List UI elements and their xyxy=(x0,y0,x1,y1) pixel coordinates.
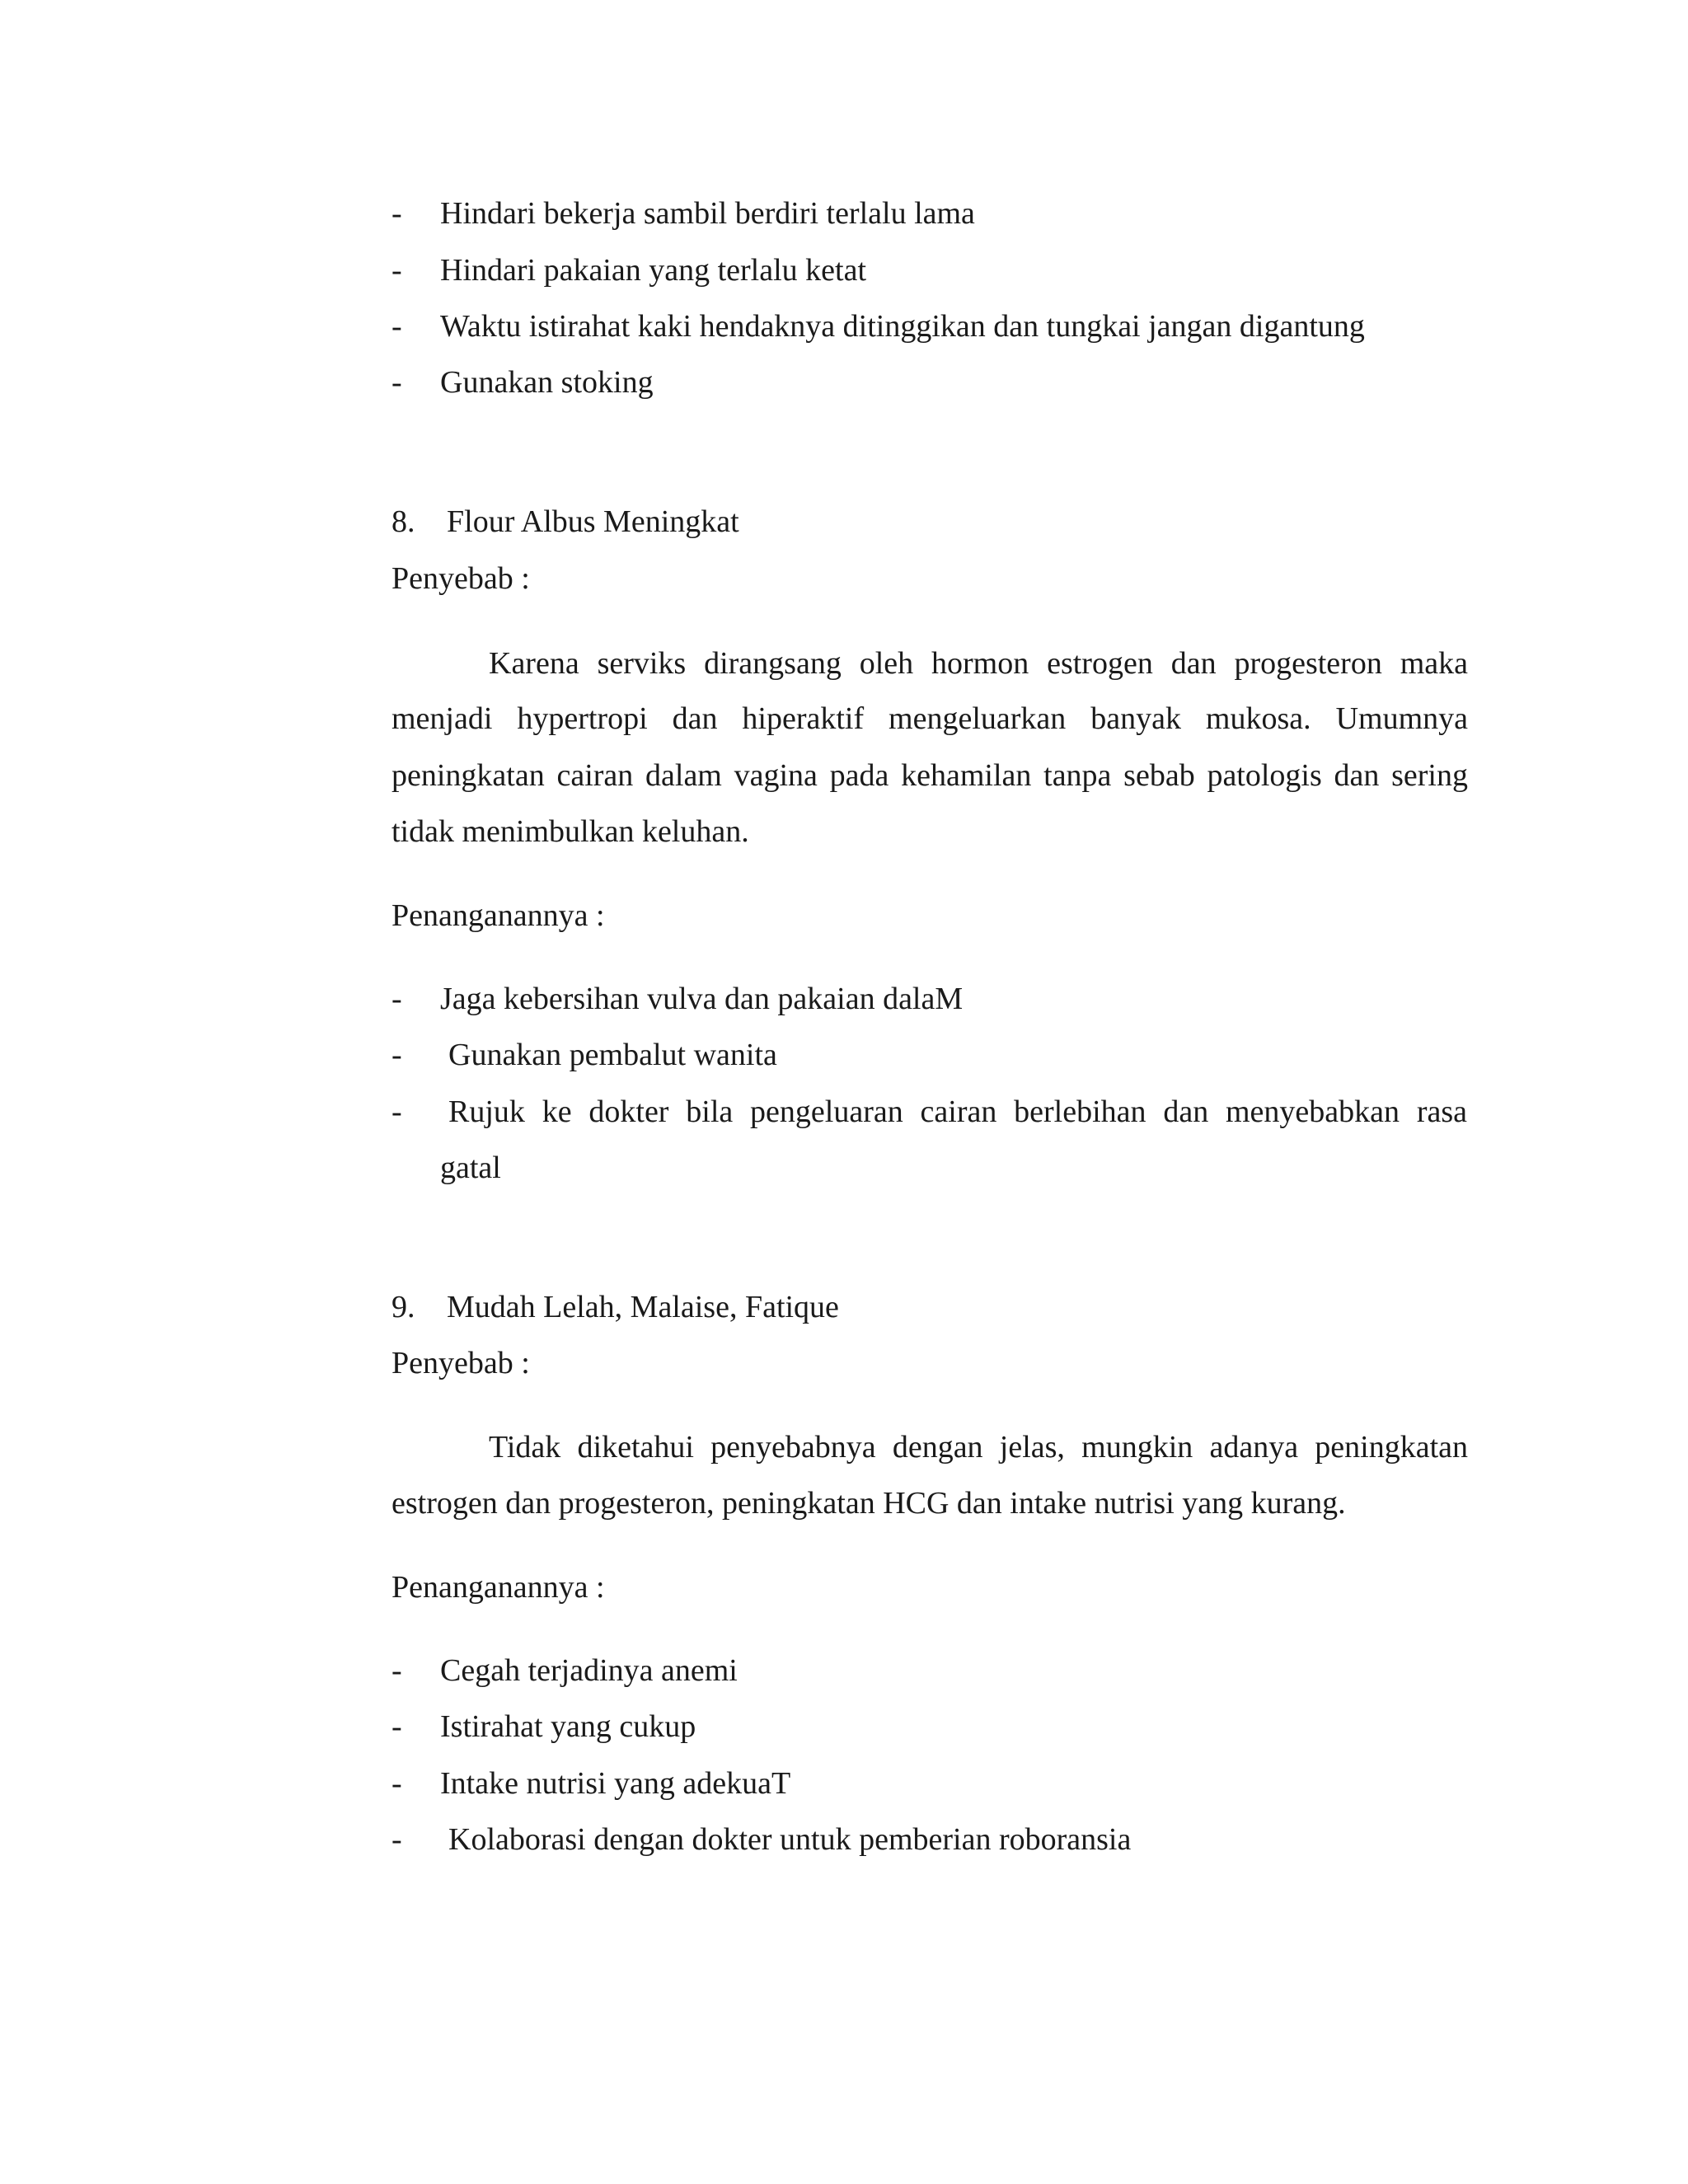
section-title: Flour Albus Meningkat xyxy=(447,504,739,539)
cause-label: Penyebab : xyxy=(392,561,530,596)
bullet-dash: - xyxy=(392,1822,402,1857)
list-item-text: Jaga kebersihan vulva dan pakaian dalaM xyxy=(440,982,964,1016)
list-item-text: Kolaborasi dengan dokter untuk pemberian roboransia xyxy=(448,1822,1132,1857)
list-item-text: Intake nutrisi yang adekuaT xyxy=(440,1766,791,1801)
bullet-dash: - xyxy=(392,1653,402,1688)
bullet-dash: - xyxy=(392,253,402,288)
bullet-dash: - xyxy=(392,365,402,400)
section-number: 8. xyxy=(392,504,415,539)
paragraph-line: tidak menimbulkan keluhan. xyxy=(392,814,749,849)
bullet-dash: - xyxy=(392,1709,402,1744)
list-item-text: Hindari bekerja sambil berdiri terlalu lama xyxy=(440,196,975,231)
bullet-dash: - xyxy=(392,1766,402,1801)
bullet-dash: - xyxy=(392,1094,402,1129)
handling-label: Penanganannya : xyxy=(392,898,605,933)
paragraph-line: Karena serviks dirangsang oleh hormon estrogen dan progesteron maka xyxy=(489,646,1468,681)
bullet-dash: - xyxy=(392,196,402,231)
section-title: Mudah Lelah, Malaise, Fatique xyxy=(447,1290,839,1324)
handling-label: Penanganannya : xyxy=(392,1570,605,1605)
list-item-text: Gunakan pembalut wanita xyxy=(448,1038,777,1072)
paragraph-line: estrogen dan progesteron, peningkatan HCG dan intake nutrisi yang kurang. xyxy=(392,1486,1346,1521)
cause-label: Penyebab : xyxy=(392,1346,530,1380)
list-item-text: Hindari pakaian yang terlalu ketat xyxy=(440,253,867,288)
paragraph-line: menjadi hypertropi dan hiperaktif mengeluarkan banyak mukosa. Umumnya xyxy=(392,701,1468,736)
list-item-text: Gunakan stoking xyxy=(440,365,654,400)
list-item-text: Cegah terjadinya anemi xyxy=(440,1653,738,1688)
list-item-text: Waktu istirahat kaki hendaknya ditinggikan dan tungkai jangan digantung xyxy=(440,309,1365,344)
list-item-text: gatal xyxy=(440,1151,501,1185)
list-item-text: Istirahat yang cukup xyxy=(440,1709,696,1744)
paragraph-line: peningkatan cairan dalam vagina pada kehamilan tanpa sebab patologis dan sering xyxy=(392,758,1468,793)
section-number: 9. xyxy=(392,1290,415,1324)
bullet-dash: - xyxy=(392,1038,402,1072)
list-item-text: Rujuk ke dokter bila pengeluaran cairan berlebihan dan menyebabkan rasa xyxy=(448,1094,1467,1129)
bullet-dash: - xyxy=(392,309,402,344)
paragraph-line: Tidak diketahui penyebabnya dengan jelas, mungkin adanya peningkatan xyxy=(489,1430,1468,1465)
bullet-dash: - xyxy=(392,982,402,1016)
